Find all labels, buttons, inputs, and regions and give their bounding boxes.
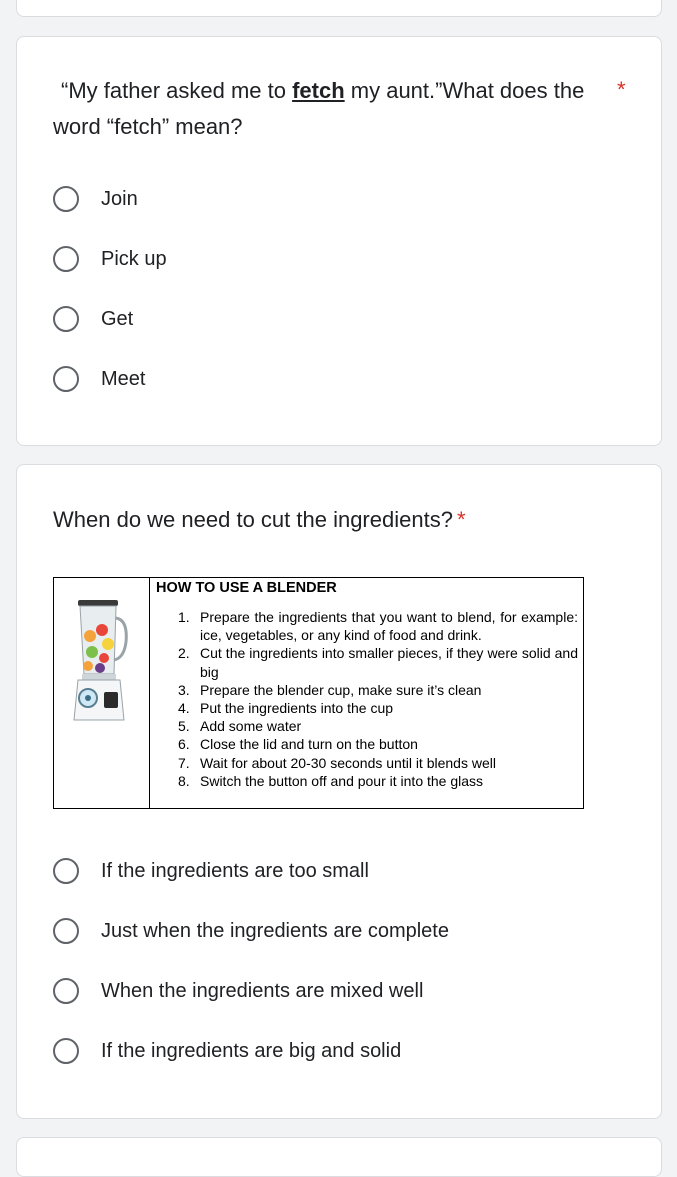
instructions-list (156, 608, 578, 790)
radio-button[interactable] (53, 978, 79, 1004)
radio-button[interactable] (53, 858, 79, 884)
radio-option-big-solid[interactable] (53, 1035, 401, 1067)
question-card-ingredients (16, 464, 662, 1119)
list-item: 1. Prepare the ingredients that you want to blend, for example: ice, vegetables, or any kind of food and drink. (178, 609, 578, 644)
radio-option-join[interactable] (53, 183, 138, 215)
required-asterisk: * (456, 507, 466, 532)
question-title-keyword: fetch (292, 78, 345, 103)
list-item: 8. Switch the button off and pour it into the glass (178, 772, 484, 789)
option-label: Get (101, 307, 134, 330)
blender-instructions-image (53, 577, 584, 809)
previous-question-card (16, 0, 662, 17)
next-question-card (16, 1137, 662, 1177)
question-title-text: When do we need to cut the ingredients? (53, 507, 453, 532)
question-title-post: my aunt.”What does the word “fetch” mean? (53, 78, 585, 139)
radio-option-complete[interactable] (53, 915, 449, 947)
option-label: If the ingredients are big and solid (101, 1039, 402, 1062)
question-title (53, 502, 613, 538)
radio-button[interactable] (53, 306, 79, 332)
radio-button[interactable] (53, 918, 79, 944)
list-item: 4. Put the ingredients into the cup (178, 700, 394, 717)
question-title (53, 73, 593, 145)
list-item: 6. Close the lid and turn on the button (178, 736, 418, 753)
radio-option-meet[interactable] (53, 363, 145, 395)
list-item: 2. Cut the ingredients into smaller pieces, if they were solid and big (178, 645, 578, 680)
option-label: When the ingredients are mixed well (101, 979, 424, 1002)
required-asterisk: * (617, 77, 626, 102)
list-item: 7. Wait for about 20-30 seconds until it blends well (178, 754, 496, 771)
radio-option-get[interactable] (53, 303, 133, 335)
option-label: Pick up (101, 247, 167, 270)
option-label: Join (101, 187, 138, 210)
instructions-heading: HOW TO USE A BLENDER (156, 580, 337, 596)
option-label: Just when the ingredients are complete (101, 919, 449, 942)
list-item: 5. Add some water (178, 718, 302, 735)
option-label: Meet (101, 367, 146, 390)
question-title-pre: “My father asked me to (61, 78, 293, 103)
table-divider (149, 578, 150, 808)
radio-button[interactable] (53, 246, 79, 272)
radio-button[interactable] (53, 186, 79, 212)
list-item: 3. Prepare the blender cup, make sure it’s clean (178, 681, 482, 698)
option-label: If the ingredients are too small (101, 859, 369, 882)
radio-option-pick-up[interactable] (53, 243, 167, 275)
blender-icon (68, 596, 132, 726)
radio-option-too-small[interactable] (53, 855, 369, 887)
radio-option-mixed-well[interactable] (53, 975, 423, 1007)
radio-button[interactable] (53, 366, 79, 392)
question-card-fetch (16, 36, 662, 446)
radio-button[interactable] (53, 1038, 79, 1064)
